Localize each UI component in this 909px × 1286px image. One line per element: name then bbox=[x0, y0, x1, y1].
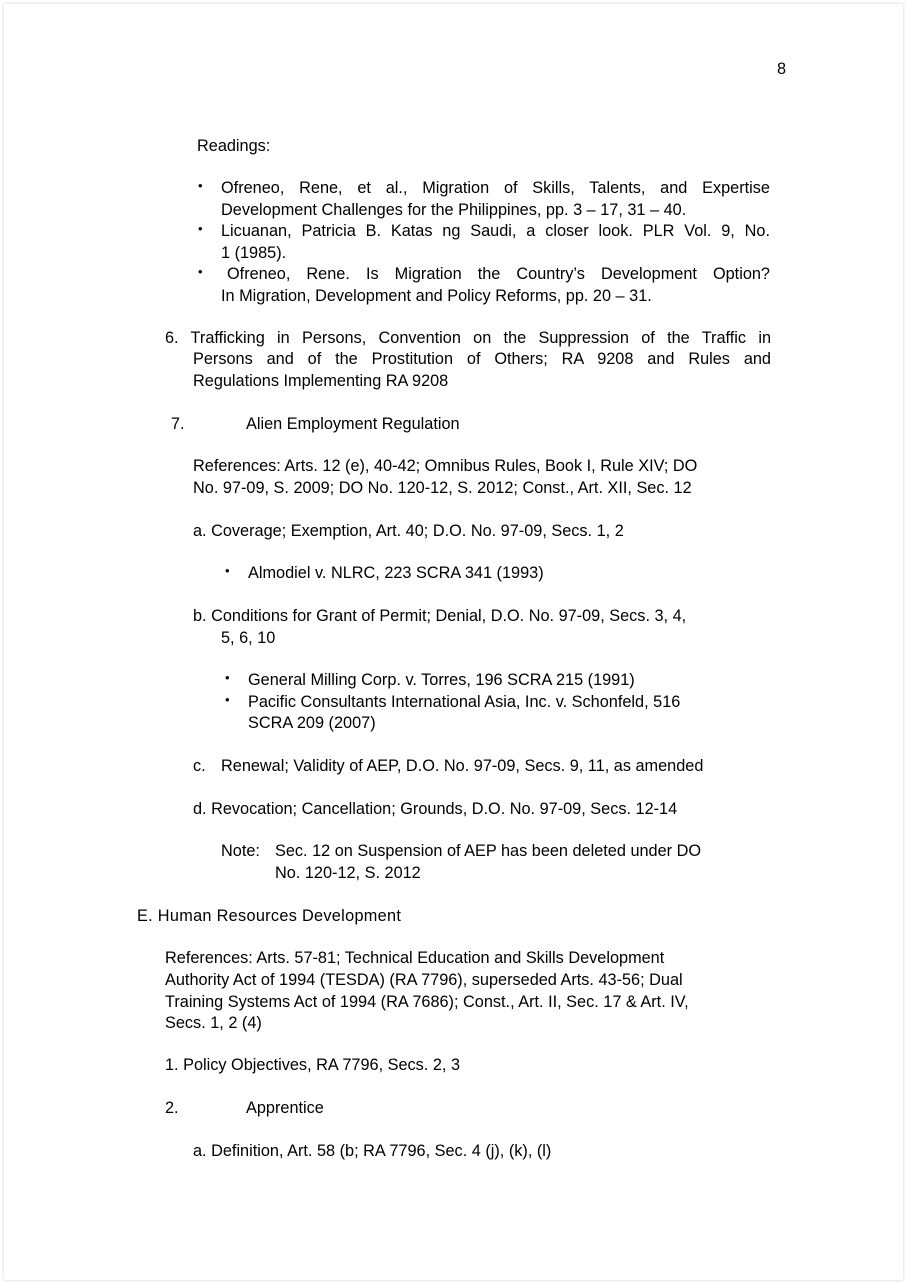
reading-3-line-1: Ofreneo, Rene. Is Migration the Country’s Development Option? bbox=[227, 265, 770, 283]
document-page bbox=[4, 4, 903, 1280]
bullet-icon: • bbox=[198, 264, 203, 279]
note-label: Note: bbox=[221, 842, 260, 860]
note-line-1: Sec. 12 on Suspension of AEP has been deleted under DO bbox=[275, 842, 702, 860]
item-7b-line-1: b. Conditions for Grant of Permit; Denial, D.O. No. 97-09, Secs. 3, 4, bbox=[193, 607, 687, 625]
section-e-title: E. Human Resources Development bbox=[137, 907, 402, 925]
bullet-icon: • bbox=[225, 563, 230, 578]
reading-2-line-2: 1 (1985). bbox=[221, 244, 287, 262]
case-pacific-consultants-2: SCRA 209 (2007) bbox=[248, 714, 376, 732]
page-number: 8 bbox=[777, 60, 787, 78]
item-7-title: Alien Employment Regulation bbox=[246, 415, 460, 433]
section-e-references-1: References: Arts. 57-81; Technical Education and Skills Development bbox=[165, 949, 665, 967]
bullet-icon: • bbox=[198, 221, 203, 236]
item-7-number: 7. bbox=[171, 415, 185, 433]
item-7-references-1: References: Arts. 12 (e), 40-42; Omnibus Rules, Book I, Rule XIV; DO bbox=[193, 457, 698, 475]
item-6-line-3: Regulations Implementing RA 9208 bbox=[193, 372, 449, 390]
item-6-line-2: Persons and of the Prostitution of Others; RA 9208 and Rules and bbox=[193, 350, 771, 368]
reading-1-line-2: Development Challenges for the Philippines, pp. 3 – 17, 31 – 40. bbox=[221, 201, 687, 219]
section-e-references-3: Training Systems Act of 1994 (RA 7686); Const., Art. II, Sec. 17 & Art. IV, bbox=[165, 993, 689, 1011]
case-general-milling: General Milling Corp. v. Torres, 196 SCRA 215 (1991) bbox=[248, 671, 635, 689]
item-7a: a. Coverage; Exemption, Art. 40; D.O. No. 97-09, Secs. 1, 2 bbox=[193, 522, 624, 540]
bullet-icon: • bbox=[198, 178, 203, 193]
item-7d: d. Revocation; Cancellation; Grounds, D.O. No. 97-09, Secs. 12-14 bbox=[193, 800, 678, 818]
section-e-item-2-title: Apprentice bbox=[246, 1099, 324, 1117]
case-almodiel: Almodiel v. NLRC, 223 SCRA 341 (1993) bbox=[248, 564, 544, 582]
reading-1-line-1: Ofreneo, Rene, et al., Migration of Skills, Talents, and Expertise bbox=[221, 179, 770, 197]
bullet-icon: • bbox=[225, 670, 230, 685]
section-e-item-1: 1. Policy Objectives, RA 7796, Secs. 2, 3 bbox=[165, 1056, 461, 1074]
section-e-references-2: Authority Act of 1994 (TESDA) (RA 7796), superseded Arts. 43-56; Dual bbox=[165, 971, 683, 989]
readings-heading: Readings: bbox=[197, 137, 271, 155]
item-7c-label: c. bbox=[193, 757, 206, 775]
item-7b-line-2: 5, 6, 10 bbox=[221, 629, 276, 647]
note-line-2: No. 120-12, S. 2012 bbox=[275, 864, 421, 882]
section-e-references-4: Secs. 1, 2 (4) bbox=[165, 1014, 262, 1032]
section-e-item-2a: a. Definition, Art. 58 (b; RA 7796, Sec. 4 (j), (k), (l) bbox=[193, 1142, 552, 1160]
item-7-references-2: No. 97-09, S. 2009; DO No. 120-12, S. 2012; Const., Art. XII, Sec. 12 bbox=[193, 479, 692, 497]
bullet-icon: • bbox=[225, 692, 230, 707]
case-pacific-consultants-1: Pacific Consultants International Asia, Inc. v. Schonfeld, 516 bbox=[248, 693, 681, 711]
item-6-line-1: 6. Trafficking in Persons, Convention on the Suppression of the Traffic in bbox=[165, 329, 771, 347]
reading-3-line-2: In Migration, Development and Policy Reforms, pp. 20 – 31. bbox=[221, 287, 652, 305]
reading-2-line-1: Licuanan, Patricia B. Katas ng Saudi, a closer look. PLR Vol. 9, No. bbox=[221, 222, 770, 240]
section-e-item-2-number: 2. bbox=[165, 1099, 179, 1117]
item-7c: Renewal; Validity of AEP, D.O. No. 97-09, Secs. 9, 11, as amended bbox=[221, 757, 704, 775]
